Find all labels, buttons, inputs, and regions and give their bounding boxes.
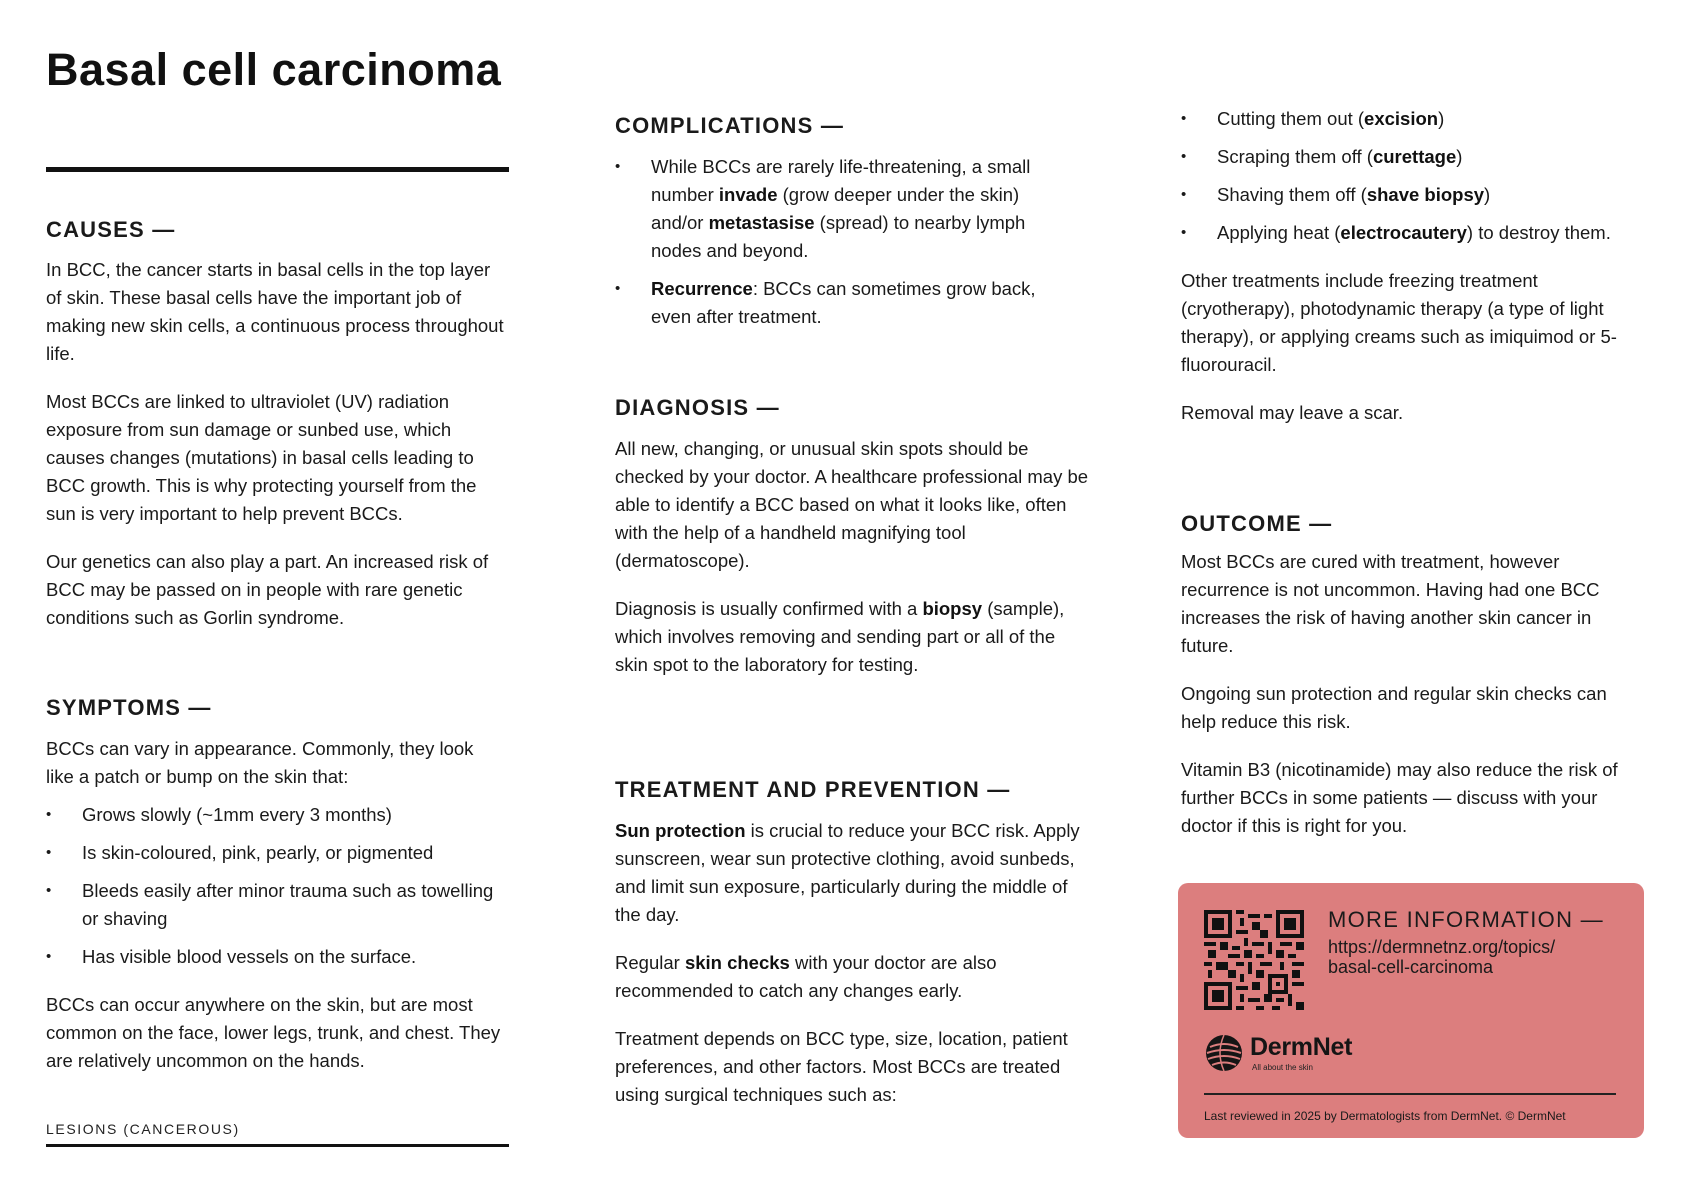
- url-line: https://dermnetnz.org/topics/: [1328, 937, 1556, 957]
- list-item: • Applying heat (electrocautery) to destroy them.: [1181, 219, 1641, 247]
- brand-tagline: All about the skin: [1252, 1063, 1313, 1072]
- qr-code-icon[interactable]: [1204, 910, 1304, 1010]
- list-item: • Recurrence: BCCs can sometimes grow back, even after treatment.: [615, 275, 1065, 331]
- causes-paragraph: Most BCCs are linked to ultraviolet (UV) radiation exposure from sun damage or sunbed use, which causes changes (mutations) in basal cells leading to BCC growth. This is why protecting yourself from the sun is very important to help prevent BCCs.: [46, 391, 477, 524]
- page-title: Basal cell carcinoma: [46, 44, 502, 95]
- footer-divider: [46, 1144, 509, 1147]
- review-note: Last reviewed in 2025 by Dermatologists from DermNet. © DermNet: [1204, 1109, 1566, 1123]
- brand-name: DermNet: [1250, 1033, 1353, 1061]
- treatment-text: [615, 817, 1090, 1109]
- symptoms-heading: SYMPTOMS —: [46, 695, 212, 720]
- url-line: basal-cell-carcinoma: [1328, 957, 1494, 977]
- causes-paragraph: In BCC, the cancer starts in basal cells in the top layer of skin. These basal cells have the important job of making new skin cells, a continuous process throughout life.: [46, 259, 504, 364]
- dermnet-globe-icon: [1204, 1033, 1244, 1073]
- treatment-paragraph: Other treatments include freezing treatment (cryotherapy), photodynamic therapy (a type of light therapy), or applying creams such as imiquimod or 5-fluorouracil.: [1181, 270, 1617, 375]
- outcome-paragraph: Vitamin B3 (nicotinamide) may also reduce the risk of further BCCs in some patients — discuss with your doctor if this is right for you.: [1181, 759, 1618, 836]
- list-item: • While BCCs are rarely life-threatening, a small number invade (grow deeper under the skin) and/or metastasise (spread) to nearby lymph nodes and beyond.: [615, 153, 1065, 265]
- treatment-methods-list: [1181, 105, 1641, 247]
- info-divider: [1204, 1093, 1616, 1095]
- more-information-heading: MORE INFORMATION —: [1328, 907, 1604, 932]
- complications-text: [615, 153, 1065, 331]
- list-item: • Shaving them off (shave biopsy): [1181, 181, 1641, 209]
- symptoms-list: [46, 801, 506, 971]
- treatment-paragraph: Removal may leave a scar.: [1181, 402, 1404, 423]
- complications-list: [615, 153, 1065, 331]
- outcome-paragraph: Ongoing sun protection and regular skin checks can help reduce this risk.: [1181, 683, 1607, 732]
- causes-text: [46, 256, 506, 632]
- treatment-paragraph: Treatment depends on BCC type, size, location, patient preferences, and other factors. Most BCCs are treated using surgical techniques such as:: [615, 1028, 1068, 1105]
- list-item: • Scraping them off (curettage): [1181, 143, 1641, 171]
- diagnosis-text: [615, 435, 1090, 679]
- symptoms-intro: BCCs can vary in appearance. Commonly, they look like a patch or bump on the skin that:: [46, 738, 474, 787]
- diagnosis-paragraph: Diagnosis is usually confirmed with a biopsy (sample), which involves removing and sending part or all of the skin spot to the laboratory for testing.: [615, 598, 1065, 675]
- footer-category-label: LESIONS (CANCEROUS): [46, 1121, 240, 1137]
- symptoms-text: [46, 735, 506, 1075]
- complications-heading: COMPLICATIONS —: [615, 113, 845, 138]
- outcome-heading: OUTCOME —: [1181, 511, 1333, 536]
- list-item: • Bleeds easily after minor trauma such as towelling or shaving: [46, 877, 506, 933]
- more-information-link[interactable]: [1328, 937, 1628, 977]
- treatment-paragraph: Regular skin checks with your doctor are also recommended to catch any changes early.: [615, 952, 997, 1001]
- diagnosis-paragraph: All new, changing, or unusual skin spots should be checked by your doctor. A healthcare professional may be able to identify a BCC based on what it looks like, often with the help of a handheld magnifying tool (dermatoscope).: [615, 438, 1089, 571]
- diagnosis-heading: DIAGNOSIS —: [615, 395, 780, 420]
- causes-heading: CAUSES —: [46, 217, 176, 242]
- treatment-paragraph: Sun protection is crucial to reduce your BCC risk. Apply sunscreen, wear sun protective clothing, avoid sunbeds, and limit sun exposure, particularly during the middle of the day.: [615, 820, 1080, 925]
- outcome-text: [1181, 548, 1641, 840]
- treatment-methods-text: [1181, 105, 1641, 427]
- list-item: • Is skin-coloured, pink, pearly, or pigmented: [46, 839, 506, 867]
- list-item: • Has visible blood vessels on the surface.: [46, 943, 506, 971]
- treatment-heading: TREATMENT AND PREVENTION —: [615, 777, 1011, 802]
- list-item: • Cutting them out (excision): [1181, 105, 1641, 133]
- outcome-paragraph: Most BCCs are cured with treatment, however recurrence is not uncommon. Having had one BCC increases the risk of having another skin cancer in future.: [1181, 551, 1600, 656]
- dermnet-logo: [1204, 1033, 1404, 1077]
- more-information-box: [1178, 883, 1644, 1138]
- causes-paragraph: Our genetics can also play a part. An increased risk of BCC may be passed on in people with rare genetic conditions such as Gorlin syndrome.: [46, 551, 489, 628]
- title-divider: [46, 167, 509, 172]
- symptoms-outro: BCCs can occur anywhere on the skin, but are most common on the face, lower legs, trunk, and chest. They are relatively uncommon on the hands.: [46, 994, 501, 1071]
- list-item: • Grows slowly (~1mm every 3 months): [46, 801, 506, 829]
